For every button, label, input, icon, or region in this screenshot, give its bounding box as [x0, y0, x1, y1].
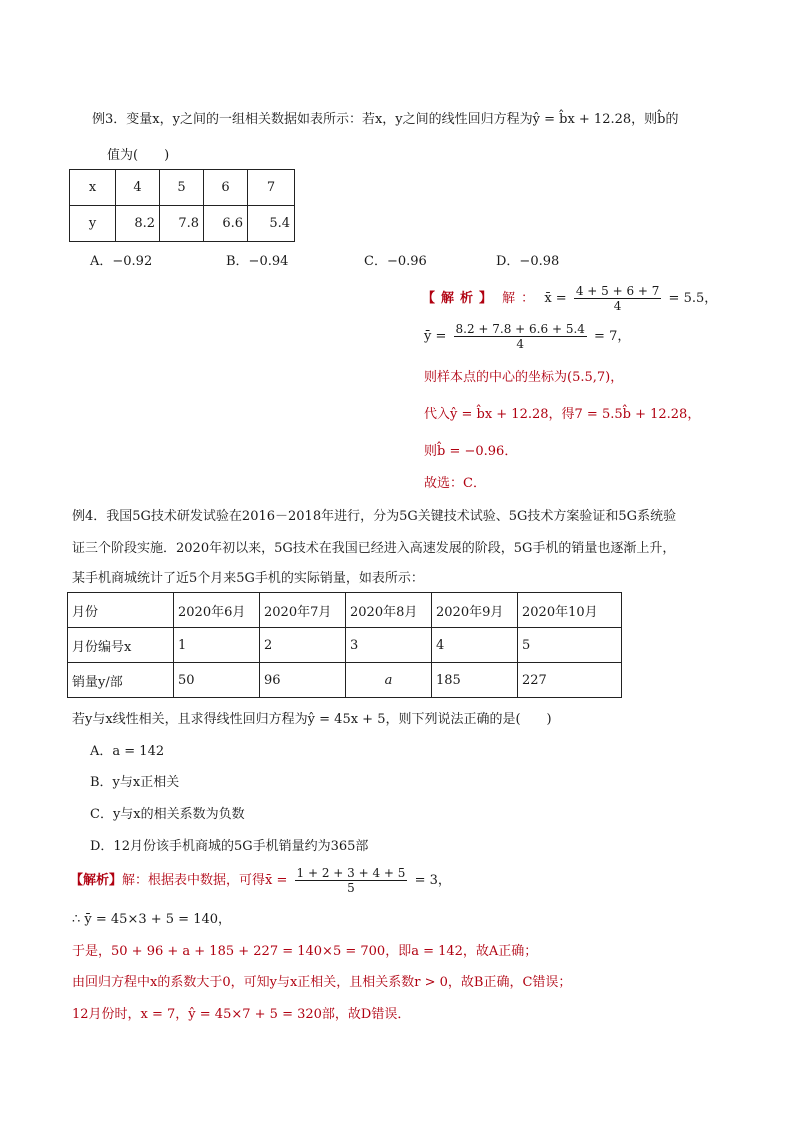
mean-x-result: = 3， — [414, 873, 451, 888]
table-row — [70, 170, 295, 206]
table-cell: 1 — [174, 628, 260, 663]
table-row — [68, 593, 622, 628]
ex4-solution-line4: 由回归方程中x的系数大于0，可知y与x正相关，且相关系数r > 0，故B正确，C错误； — [72, 975, 572, 990]
xbar-rhs: = 5.5， — [668, 291, 718, 306]
ex3-solution-line2 — [424, 322, 630, 351]
table-cell: 7.8 — [160, 206, 204, 242]
table-cell: 2020年9月 — [432, 593, 518, 628]
fraction-numerator: 8.2 + 7.8 + 6.6 + 5.4 — [455, 322, 585, 336]
fraction-numerator: 1 + 2 + 3 + 4 + 5 — [296, 866, 406, 880]
ex3-solution-line1 — [422, 284, 717, 313]
ex3-solution-line5: 则b̂ = −0.96． — [424, 444, 518, 459]
table-cell: 月份 — [68, 593, 174, 628]
ex4-paragraph-line3: 某手机商城统计了近5个月来5G手机的实际销量，如表所示： — [72, 571, 424, 586]
table-cell: 2020年7月 — [260, 593, 346, 628]
ex3-solution-line4: 代入ŷ = b̂x + 12.28，得7 = 5.5b̂ + 12.28， — [424, 407, 701, 422]
fraction-denominator: 5 — [347, 881, 355, 895]
ex3-data-table — [69, 169, 295, 242]
fraction-numerator: 4 + 5 + 6 + 7 — [575, 284, 660, 298]
ybar-fraction — [454, 322, 587, 351]
table-cell: 2020年6月 — [174, 593, 260, 628]
fraction-denominator: 4 — [613, 299, 622, 313]
table-cell: 2020年8月 — [346, 593, 432, 628]
table-cell: 4 — [116, 170, 160, 206]
table-cell: a — [346, 663, 432, 698]
ex4-paragraph-line1: 例4．我国5G技术研发试验在2016－2018年进行，分为5G关键技术试验、5G技术方案验证和5G系统验 — [72, 509, 677, 524]
ex4-option-d: D．12月份该手机商城的5G手机销量约为365部 — [90, 839, 369, 854]
ex3-stem-line2: 值为( ) — [107, 148, 170, 163]
table-cell: 4 — [432, 628, 518, 663]
ex4-sales-table — [67, 592, 622, 698]
solution-label: 【解析】 — [422, 291, 499, 306]
ex3-option-a: A．−0.92 — [90, 254, 153, 269]
solution-label: 【解析】 — [70, 873, 123, 888]
table-row — [70, 206, 295, 242]
ex4-paragraph-line2: 证三个阶段实施．2020年初以来，5G技术在我国已经进入高速发展的阶段，5G手机的销量也逐渐上升， — [72, 541, 676, 556]
ex3-solution-line6: 故选：C． — [424, 476, 486, 491]
table-cell: 3 — [346, 628, 432, 663]
ex4-solution-line1 — [70, 866, 451, 895]
table-row — [68, 663, 622, 698]
ex3-option-d: D．−0.98 — [496, 254, 560, 269]
ex4-solution-line3: 于是，50 + 96 + a + 185 + 227 = 140×5 = 700，即a = 142，故A正确； — [72, 944, 538, 959]
solution-intro: 解：根据表中数据，可得x̄ = — [122, 873, 288, 888]
mean-x-fraction — [295, 866, 408, 895]
ex3-solution-line3: 则样本点的中心的坐标为(5.5,7)， — [424, 370, 624, 385]
ybar-lhs: ȳ = — [424, 329, 447, 344]
table-cell: 5.4 — [248, 206, 295, 242]
table-cell: 销量y/部 — [68, 663, 174, 698]
ex4-option-b: B．y与x正相关 — [90, 775, 180, 790]
ex4-option-c: C．y与x的相关系数为负数 — [90, 807, 245, 822]
ex3-stem-line1: 例3．变量x，y之间的一组相关数据如表所示：若x，y之间的线性回归方程为ŷ = b̂x + 12.28，则b̂的 — [92, 112, 679, 127]
fraction-denominator: 4 — [516, 337, 525, 351]
table-cell: 185 — [432, 663, 518, 698]
table-cell: 2 — [260, 628, 346, 663]
table-cell: 5 — [518, 628, 622, 663]
table-cell: 96 — [260, 663, 346, 698]
solution-jie: 解： — [502, 291, 541, 306]
table-cell: x — [70, 170, 116, 206]
ex4-question: 若y与x线性相关，且求得线性回归方程为ŷ = 45x + 5，则下列说法正确的是( ) — [72, 712, 552, 727]
ex3-option-c: C．−0.96 — [364, 254, 427, 269]
xbar-fraction — [574, 284, 662, 313]
table-cell: 6 — [204, 170, 248, 206]
table-cell: 227 — [518, 663, 622, 698]
xbar-lhs: x̄ = — [544, 291, 567, 306]
table-cell: 50 — [174, 663, 260, 698]
table-cell: 5 — [160, 170, 204, 206]
ex4-solution-line2: ∴ ȳ = 45×3 + 5 = 140， — [72, 912, 232, 927]
table-row — [68, 628, 622, 663]
table-cell: 2020年10月 — [518, 593, 622, 628]
table-cell: 月份编号x — [68, 628, 174, 663]
ex4-solution-line5: 12月份时，x = 7，ŷ = 45×7 + 5 = 320部，故D错误． — [72, 1007, 411, 1022]
ex3-option-b: B．−0.94 — [226, 254, 289, 269]
table-cell: 8.2 — [116, 206, 160, 242]
table-cell: 7 — [248, 170, 295, 206]
table-cell: y — [70, 206, 116, 242]
ex4-option-a: A．a = 142 — [90, 744, 165, 759]
ybar-rhs: = 7， — [594, 329, 631, 344]
table-cell: 6.6 — [204, 206, 248, 242]
